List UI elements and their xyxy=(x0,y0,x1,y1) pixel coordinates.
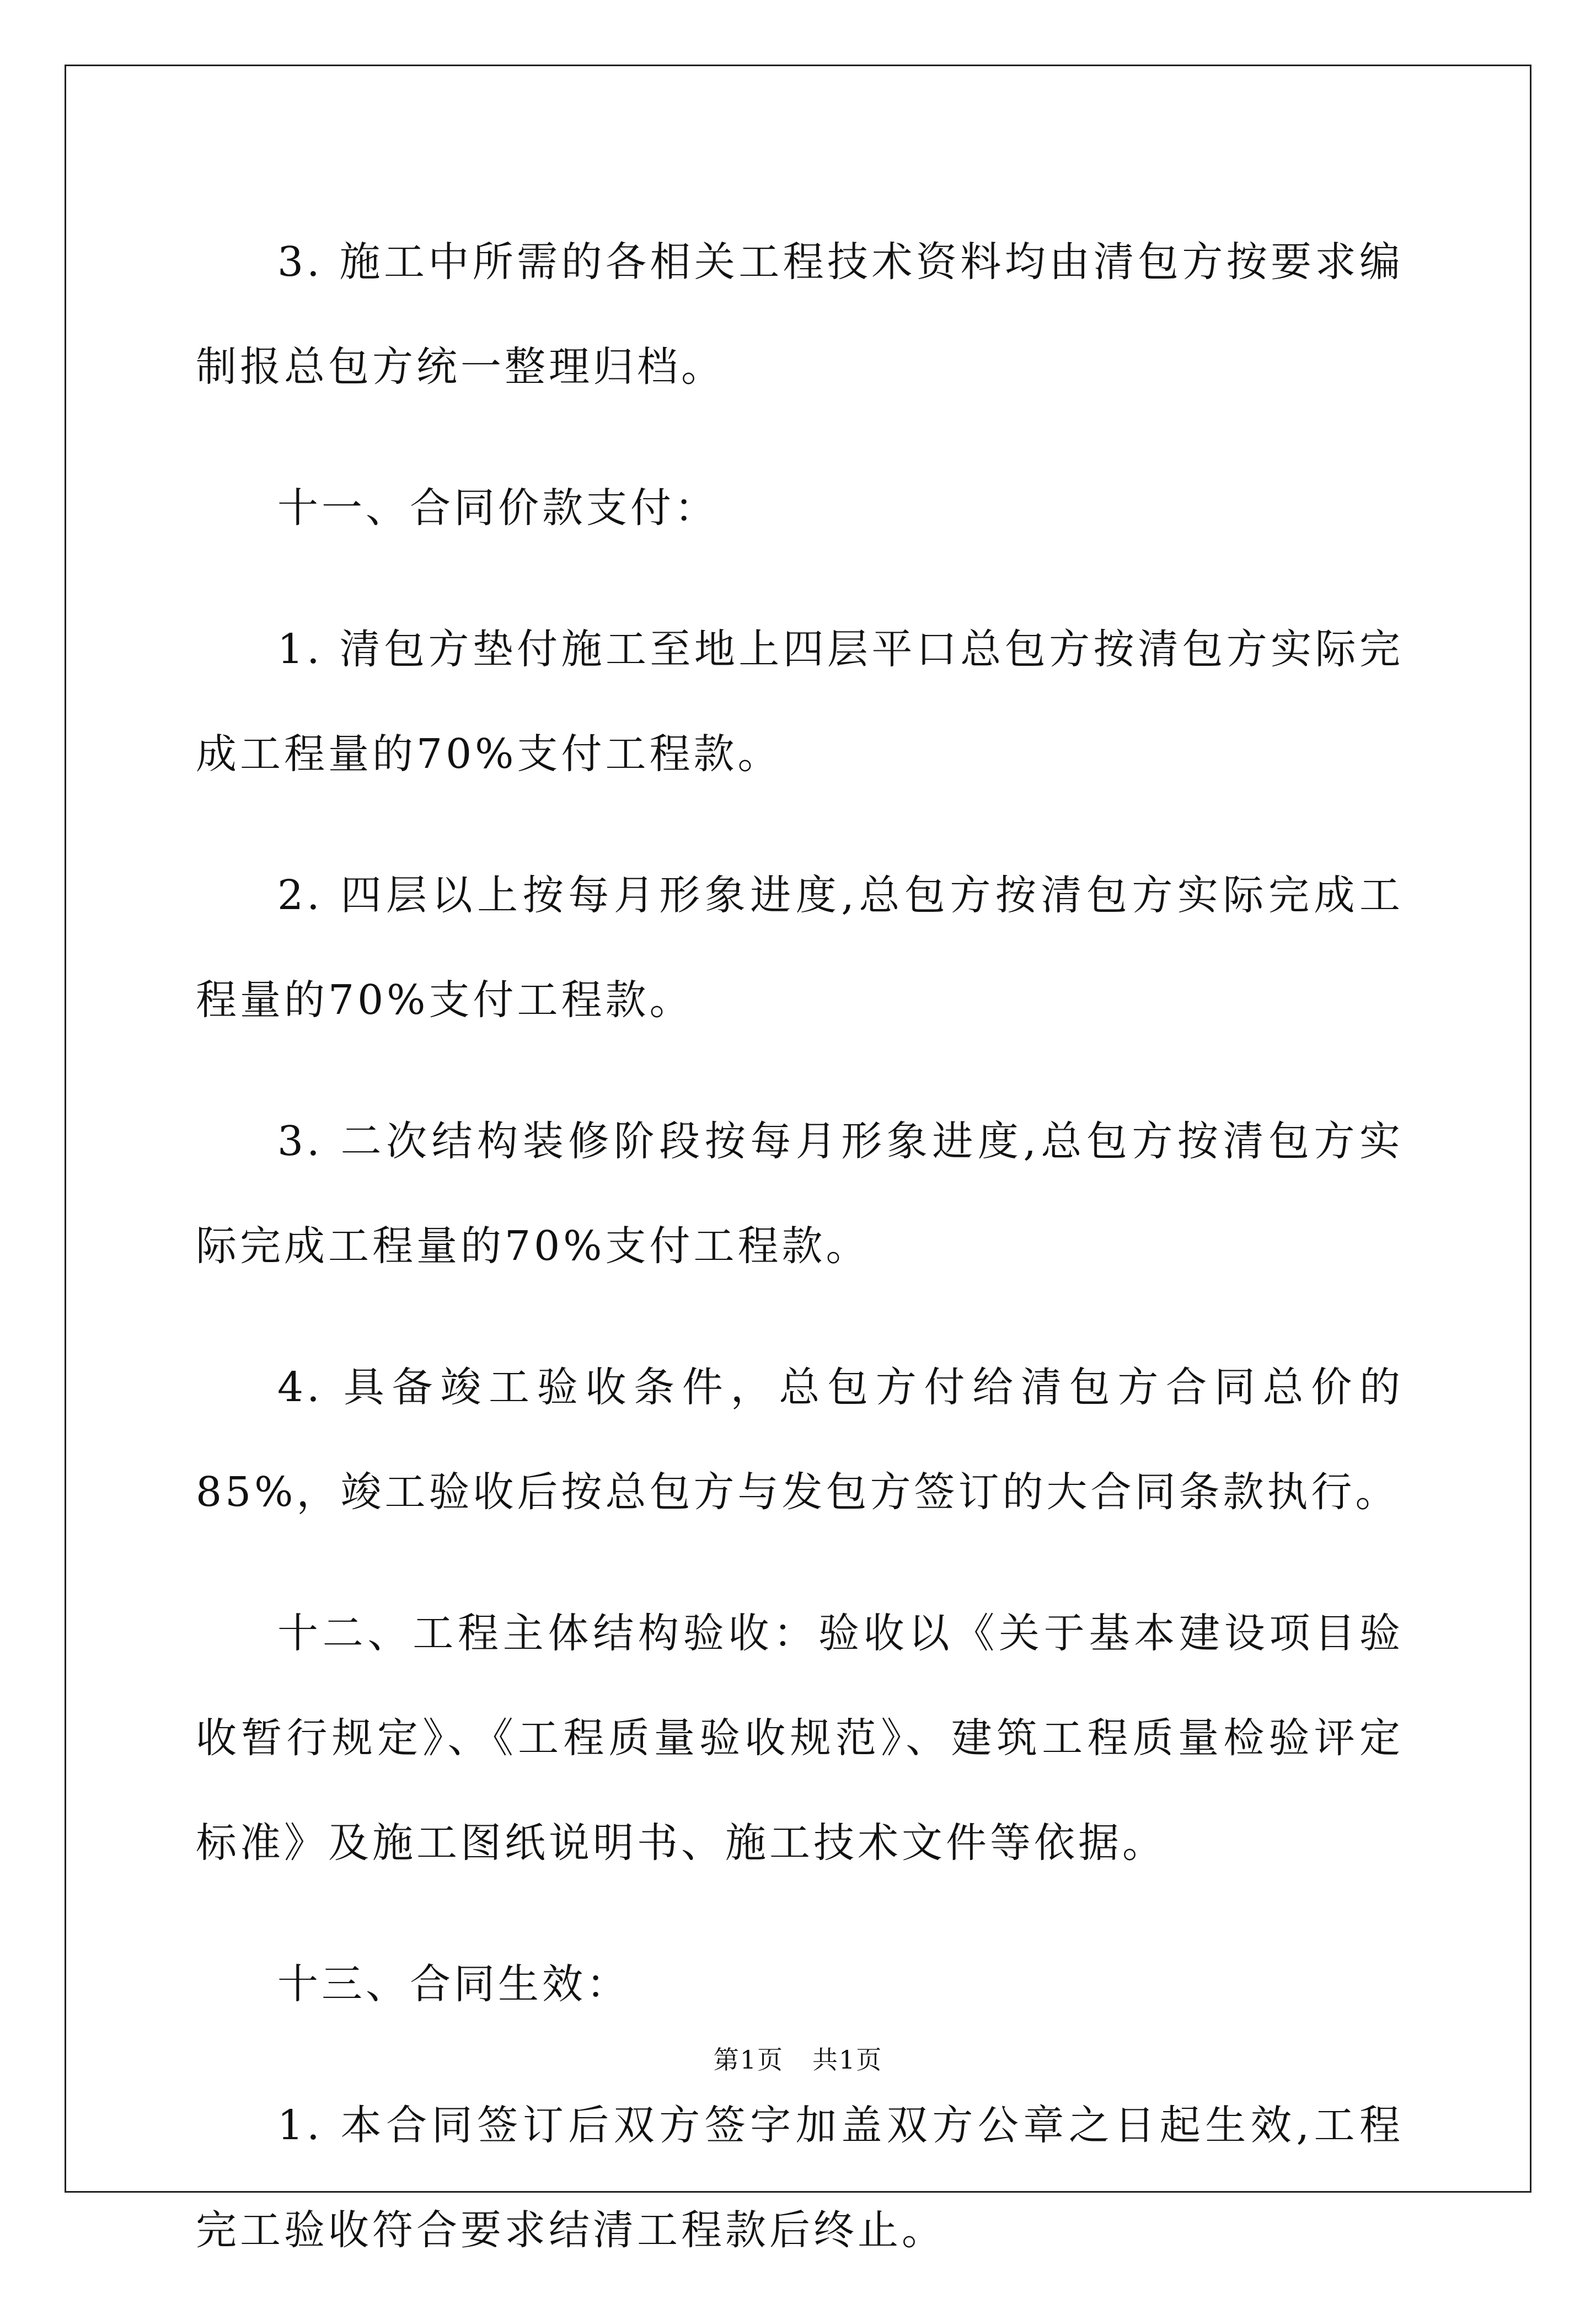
paragraph-payment-2: 2. 四层以上按每月形象进度,总包方按清包方实际完成工程量的70%支付工程款。 xyxy=(196,872,1404,1024)
paragraph-payment-4: 4. 具备竣工验收条件，总包方付给清包方合同总价的85%，竣工验收后按总包方与发包方签订的大合同条款执行。 xyxy=(196,1364,1404,1516)
page-number-total: 共1页 xyxy=(812,2045,883,2075)
paragraph-effective-1: 1. 本合同签订后双方签字加盖双方公章之日起生效,工程完工验收符合要求结清工程款后终止。 xyxy=(196,2102,1404,2254)
page-number-current: 第1页 xyxy=(713,2045,784,2075)
heading-section-11-payment: 十一、合同价款支付： xyxy=(277,484,719,532)
heading-section-12-acceptance: 十二、工程主体结构验收：验收以《关于基本建设项目验收暂行规定》、《工程质量验收规范》、建筑工程质量检验评定标准》及施工图纸说明书、施工技术文件等依据。 xyxy=(196,1610,1404,1867)
page-footer xyxy=(0,2043,1596,2076)
paragraph-payment-3: 3. 二次结构装修阶段按每月形象进度,总包方按清包方实际完成工程量的70%支付工程款。 xyxy=(196,1118,1404,1270)
heading-section-13-effective: 十三、合同生效： xyxy=(277,1960,630,2008)
document-body xyxy=(196,210,1404,2319)
paragraph-clause-3-materials: 3. 施工中所需的各相关工程技术资料均由清包方按要求编制报总包方统一整理归档。 xyxy=(196,238,1404,391)
paragraph-payment-1: 1. 清包方垫付施工至地上四层平口总包方按清包方实际完成工程量的70%支付工程款。 xyxy=(196,626,1404,778)
